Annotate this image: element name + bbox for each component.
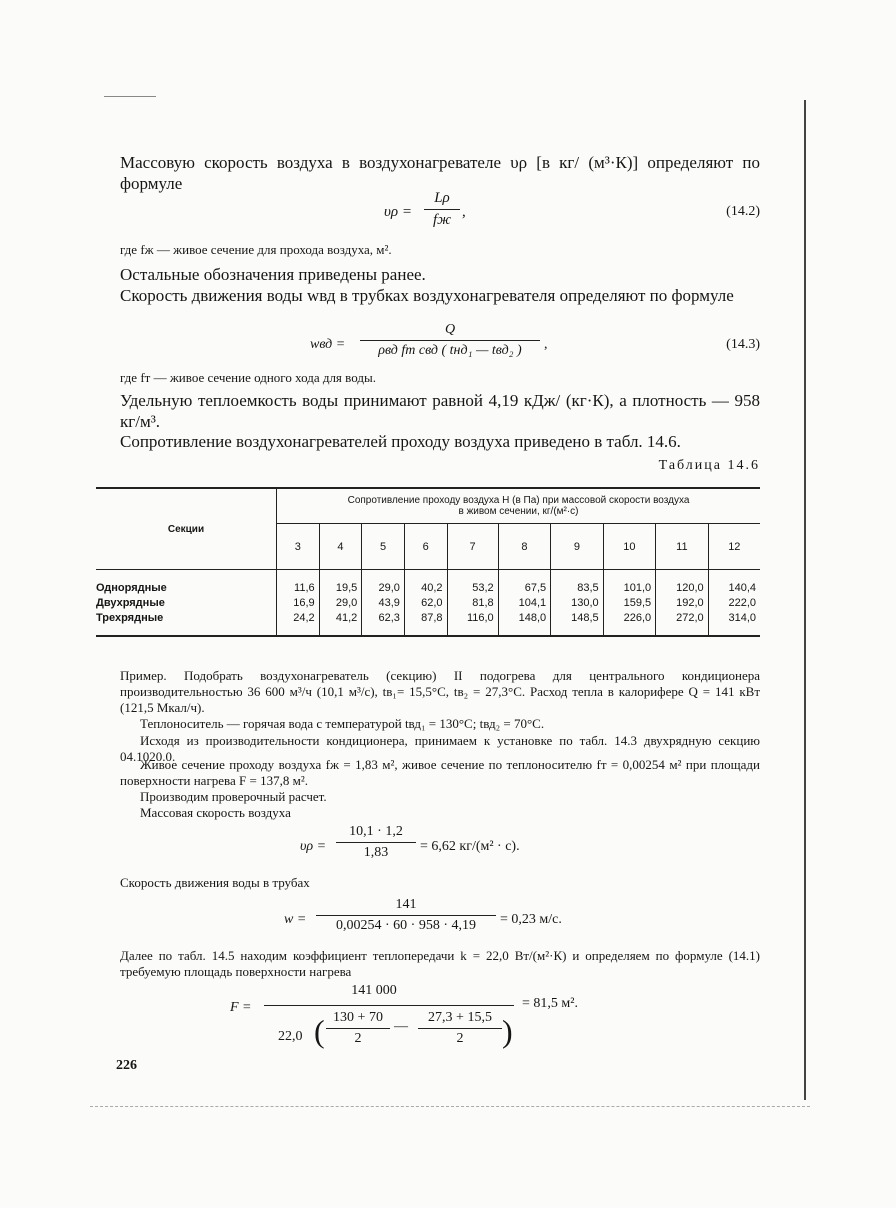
table-caption: Таблица 14.6 [658,458,760,473]
example-paragraph-3: Исходя из производительности кондиционера, принимаем к установке по табл. 14.3 двухрядную секцию 04.1020.0. [120,733,760,764]
table-body [96,570,760,637]
right-edge-scan-line [804,100,806,1100]
resistance-value: 120,0 [656,570,708,596]
f3-rhs: = 81,5 м². [522,996,578,1011]
formula-heating-surface [230,983,630,1053]
eq1-fraction [424,190,460,229]
table-header-resistance: Сопротивление проходу воздуха H (в Па) при массовой скорости воздуха в живом сечении, кг/(м²·с) [277,488,761,524]
resistance-value: 83,5 [551,570,603,596]
table-row [96,595,760,610]
paragraph-mass-velocity: Массовую скорость воздуха в воздухонагревателе υρ [в кг/ (м³·К)] определяют по формуле [120,153,760,193]
resistance-value: 41,2 [319,610,362,636]
paragraph-air-resistance-reference: Сопротивление воздухонагревателей проходу воздуха приведено в табл. 14.6. [120,432,681,451]
resistance-value: 148,5 [551,610,603,636]
equation-14-2 [380,190,760,236]
example-paragraph-4: Живое сечение проходу воздуха fж = 1,83 м², живое сечение по теплоносителю fт = 0,00254 м² при площади поверхности нагрева F = 137,8 м². [120,757,760,788]
eq2-lhs: wвд = [310,337,346,352]
resistance-value: 40,2 [404,570,447,596]
resistance-table [96,487,760,637]
resistance-value: 140,4 [708,570,760,596]
resistance-value: 87,8 [404,610,447,636]
speed-header: 10 [603,524,655,570]
f2-numerator: 141 [395,897,417,912]
resistance-value: 222,0 [708,595,760,610]
section-name: Трехрядные [96,610,277,636]
resistance-value: 16,9 [277,595,320,610]
speed-header: 9 [551,524,603,570]
example-paragraph-5: Производим проверочный расчет. [140,789,327,804]
f3-b-denominator: 2 [456,1031,464,1046]
f2-fraction [316,897,496,934]
resistance-value: 314,0 [708,610,760,636]
f3-lhs: F = [230,1000,252,1015]
f3-left-paren: ( [314,1013,325,1049]
resistance-value: 81,8 [447,595,498,610]
eq2-denominator: ρвд fт cвд ( tнд₁ — tвд₂ ) [378,343,522,358]
speed-header: 3 [277,524,320,570]
speed-header: 11 [656,524,708,570]
table-row [96,610,760,636]
speed-header: 4 [319,524,362,570]
speed-header: 12 [708,524,760,570]
bottom-scan-noise [90,1106,810,1107]
resistance-value: 226,0 [603,610,655,636]
f1-fraction [336,824,416,861]
f3-numerator: 141 000 [351,983,397,998]
speed-header: 6 [404,524,447,570]
example-paragraph-2: Теплоноситель — горячая вода с температурой tвд₁ = 130°С; tвд₂ = 70°С. [140,716,545,731]
resistance-value: 192,0 [656,595,708,610]
f3-a-denominator: 2 [354,1031,362,1046]
resistance-value: 272,0 [656,610,708,636]
eq1-denominator: fж [432,212,452,228]
formula-water-velocity [280,897,620,943]
resistance-value: 24,2 [277,610,320,636]
speed-header: 8 [498,524,550,570]
page-number: 226 [116,1058,137,1073]
f1-lhs: υρ = [300,839,327,854]
f3-b-numerator: 27,3 + 15,5 [428,1010,492,1025]
f2-rhs: = 0,23 м/с. [500,912,562,927]
eq1-tail: , [462,204,466,220]
f3-b-bar [418,1028,502,1029]
f1-numerator: 10,1 · 1,2 [349,824,403,839]
f2-lhs: w = [284,912,307,927]
table-header-sections: Секции [96,488,277,570]
eq2-fraction [360,322,540,359]
speed-header: 5 [362,524,405,570]
f3-main-bar [264,1005,514,1006]
paragraph-water-heat-capacity: Удельную теплоемкость воды принимают равной 4,19 кДж/ (кг·К), а плотность — 958 кг/м³. [120,391,760,431]
equation-14-3 [300,322,760,370]
f2-bar [316,915,496,916]
f3-a-numerator: 130 + 70 [333,1010,383,1025]
resistance-value: 130,0 [551,595,603,610]
example-paragraph-6: Массовая скорость воздуха [140,805,291,820]
speed-header: 7 [447,524,498,570]
where-air-section: где fж — живое сечение для прохода воздуха, м². [120,242,392,257]
section-name: Однорядные [96,570,277,596]
eq2-number: (14.3) [726,337,760,352]
eq1-lhs: υρ = [384,204,412,220]
where-water-section: где fт — живое сечение одного хода для воды. [120,370,376,385]
table-row [96,570,760,596]
f2-denominator: 0,00254 · 60 · 958 · 4,19 [336,918,476,933]
resistance-value: 11,6 [277,570,320,596]
f1-denominator: 1,83 [363,845,389,860]
f3-minus: — [394,1019,408,1034]
example-paragraph-7: Скорость движения воды в трубах [120,875,310,890]
resistance-value: 148,0 [498,610,550,636]
resistance-value: 29,0 [362,570,405,596]
resistance-value: 43,9 [362,595,405,610]
resistance-value: 62,3 [362,610,405,636]
eq1-number: (14.2) [726,204,760,219]
f3-right-paren: ) [502,1013,513,1049]
f3-den-prefix: 22,0 [278,1029,303,1044]
f3-fraction-a [326,1010,390,1047]
example-paragraph-8: Далее по табл. 14.5 находим коэффициент теплопередачи k = 22,0 Вт/(м²·К) и определяем по формуле (14.1) требуемую площадь поверхности нагрева [120,948,760,979]
resistance-value: 53,2 [447,570,498,596]
formula-air-velocity [300,824,600,870]
resistance-value: 19,5 [319,570,362,596]
paragraph-water-velocity: Скорость движения воды wвд в трубках воздухонагревателя определяют по формуле [120,286,734,305]
eq2-bar [360,340,540,341]
resistance-value: 104,1 [498,595,550,610]
eq2-tail: , [544,337,548,352]
eq1-numerator: Lρ [434,190,450,206]
resistance-value: 159,5 [603,595,655,610]
f3-fraction-b [418,1010,502,1047]
resistance-value: 116,0 [447,610,498,636]
table-header-row [96,488,760,524]
resistance-value: 29,0 [319,595,362,610]
paragraph-other-notation: Остальные обозначения приведены ранее. [120,265,426,284]
resistance-value: 67,5 [498,570,550,596]
example-paragraph-1: Пример. Подобрать воздухонагреватель (секцию) II подогрева для центрального кондиционера производительностью 36 600 м³/ч (10,1 м³/с), tв₁= 15,5°С, tв₂ = 27,3°С. Расход тепла в калорифере Q = 141 кВт (121,5 Мкал/ч). [120,668,760,715]
eq1-bar [424,209,460,210]
f1-rhs: = 6,62 кг/(м² · с). [420,839,520,854]
resistance-value: 62,0 [404,595,447,610]
header-dash [104,96,156,97]
f1-bar [336,842,416,843]
f3-a-bar [326,1028,390,1029]
eq2-numerator: Q [444,322,456,337]
resistance-value: 101,0 [603,570,655,596]
section-name: Двухрядные [96,595,277,610]
